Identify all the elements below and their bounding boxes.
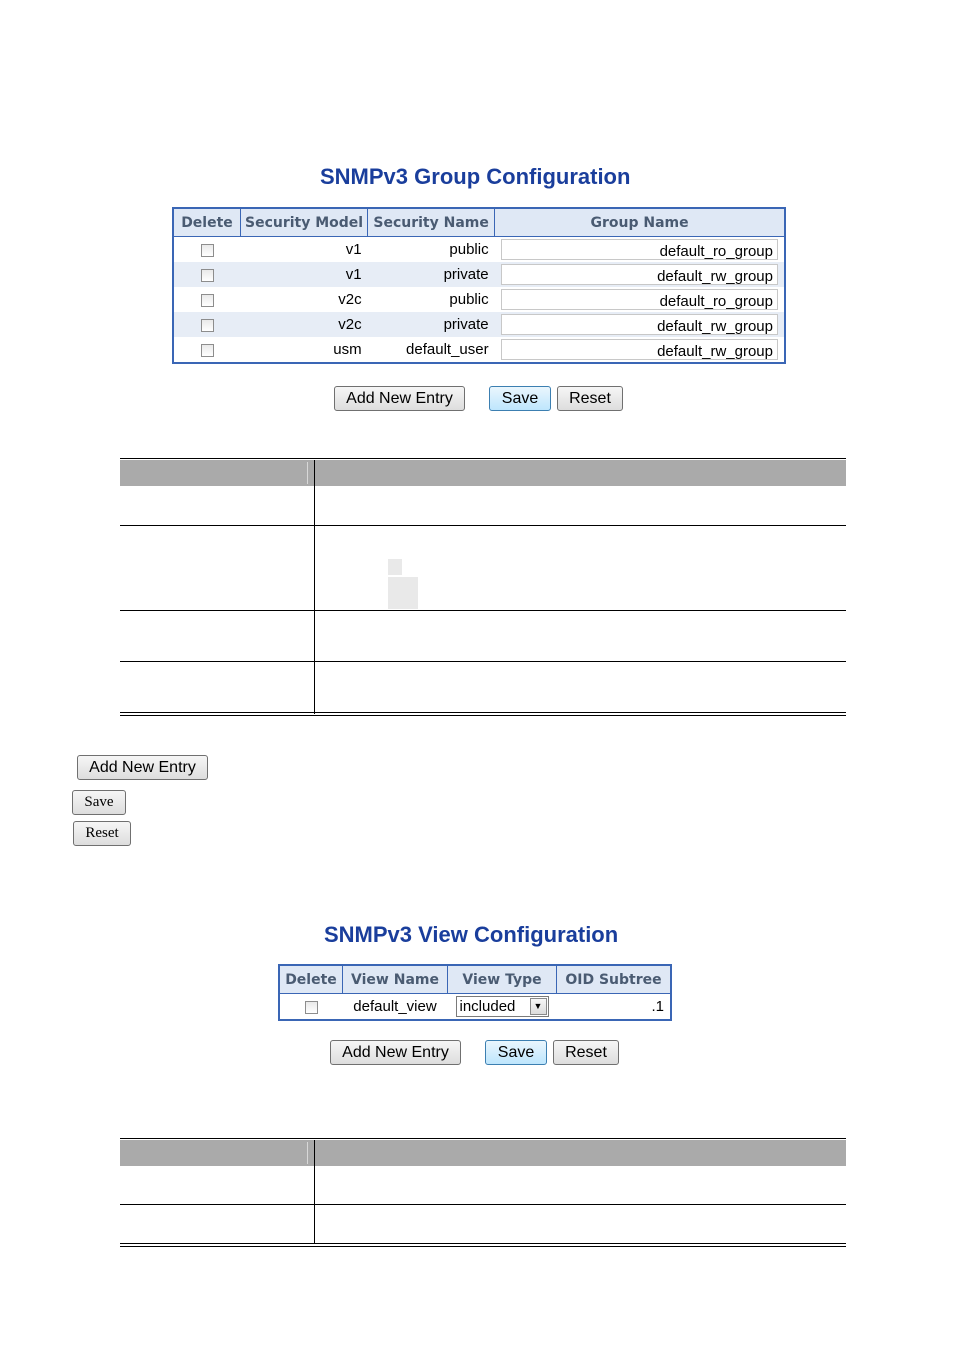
header-separator: [307, 462, 308, 484]
table-row: [279, 994, 671, 1021]
view-config-title: SNMPv3 View Configuration: [324, 922, 619, 947]
legend-save-button[interactable]: Save: [72, 790, 126, 815]
security-model-cell: v1: [241, 262, 368, 287]
group-name-field[interactable]: default_rw_group: [501, 314, 778, 335]
desc-row-separator: [120, 610, 846, 611]
desc-table-top-border: [120, 1138, 846, 1139]
group-config-table: [172, 207, 786, 364]
legend-add-new-entry-button[interactable]: Add New Entry: [77, 755, 208, 780]
group-name-field[interactable]: default_rw_group: [501, 264, 778, 285]
view-type-value: included: [459, 998, 516, 1015]
oid-subtree-field[interactable]: .1: [557, 994, 672, 1021]
security-name-cell: public: [368, 287, 495, 312]
security-model-cell: usm: [241, 337, 368, 363]
desc-table-divider: [314, 1140, 315, 1244]
col-security-model: Security Model: [241, 208, 368, 237]
delete-checkbox[interactable]: [201, 294, 214, 307]
col-delete: Delete: [173, 208, 241, 237]
desc-table-top-border: [120, 458, 846, 459]
security-model-cell: v1: [241, 237, 368, 263]
view-name-cell: default_view: [343, 994, 448, 1021]
table-row: [173, 262, 785, 287]
desc-row-separator: [120, 525, 846, 526]
desc-table-header: [120, 460, 846, 486]
desc-row-separator: [120, 1204, 846, 1205]
legend-reset-button[interactable]: Reset: [73, 821, 131, 846]
faint-artifact: [388, 559, 402, 575]
group-name-field[interactable]: default_rw_group: [501, 339, 778, 360]
col-delete: Delete: [279, 965, 343, 994]
desc-table-bottom-border: [120, 715, 846, 716]
delete-checkbox[interactable]: [201, 344, 214, 357]
col-view-name: View Name: [343, 965, 448, 994]
security-name-cell: default_user: [368, 337, 495, 363]
desc-table-bottom-border: [120, 1246, 846, 1247]
desc-table-divider: [314, 460, 315, 714]
add-new-entry-button[interactable]: Add New Entry: [330, 1040, 461, 1065]
security-model-cell: v2c: [241, 287, 368, 312]
view-type-select[interactable]: [456, 996, 549, 1017]
desc-row-separator: [120, 661, 846, 662]
delete-checkbox[interactable]: [201, 319, 214, 332]
view-config-table: [278, 964, 672, 1021]
desc-table-header: [120, 1140, 846, 1166]
table-row: [173, 312, 785, 337]
reset-button[interactable]: Reset: [557, 386, 623, 411]
col-group-name: Group Name: [495, 208, 785, 237]
group-name-field[interactable]: default_ro_group: [501, 289, 778, 310]
reset-button[interactable]: Reset: [553, 1040, 619, 1065]
add-new-entry-button[interactable]: Add New Entry: [334, 386, 465, 411]
table-row: [173, 287, 785, 312]
security-name-cell: private: [368, 262, 495, 287]
faint-artifact: [388, 577, 418, 609]
desc-table-bottom-border: [120, 1243, 846, 1244]
delete-checkbox[interactable]: [201, 244, 214, 257]
table-row: [173, 337, 785, 363]
header-separator: [307, 1142, 308, 1164]
chevron-down-icon[interactable]: ▼: [530, 998, 547, 1015]
security-name-cell: private: [368, 312, 495, 337]
col-oid-subtree: OID Subtree: [557, 965, 672, 994]
delete-checkbox[interactable]: [305, 1001, 318, 1014]
security-name-cell: public: [368, 237, 495, 263]
security-model-cell: v2c: [241, 312, 368, 337]
save-button[interactable]: Save: [489, 386, 551, 411]
delete-checkbox[interactable]: [201, 269, 214, 282]
group-name-field[interactable]: default_ro_group: [501, 239, 778, 260]
group-config-title: SNMPv3 Group Configuration: [320, 164, 631, 189]
desc-table-bottom-border: [120, 712, 846, 713]
save-button[interactable]: Save: [485, 1040, 547, 1065]
col-security-name: Security Name: [368, 208, 495, 237]
table-row: [173, 237, 785, 263]
col-view-type: View Type: [448, 965, 557, 994]
